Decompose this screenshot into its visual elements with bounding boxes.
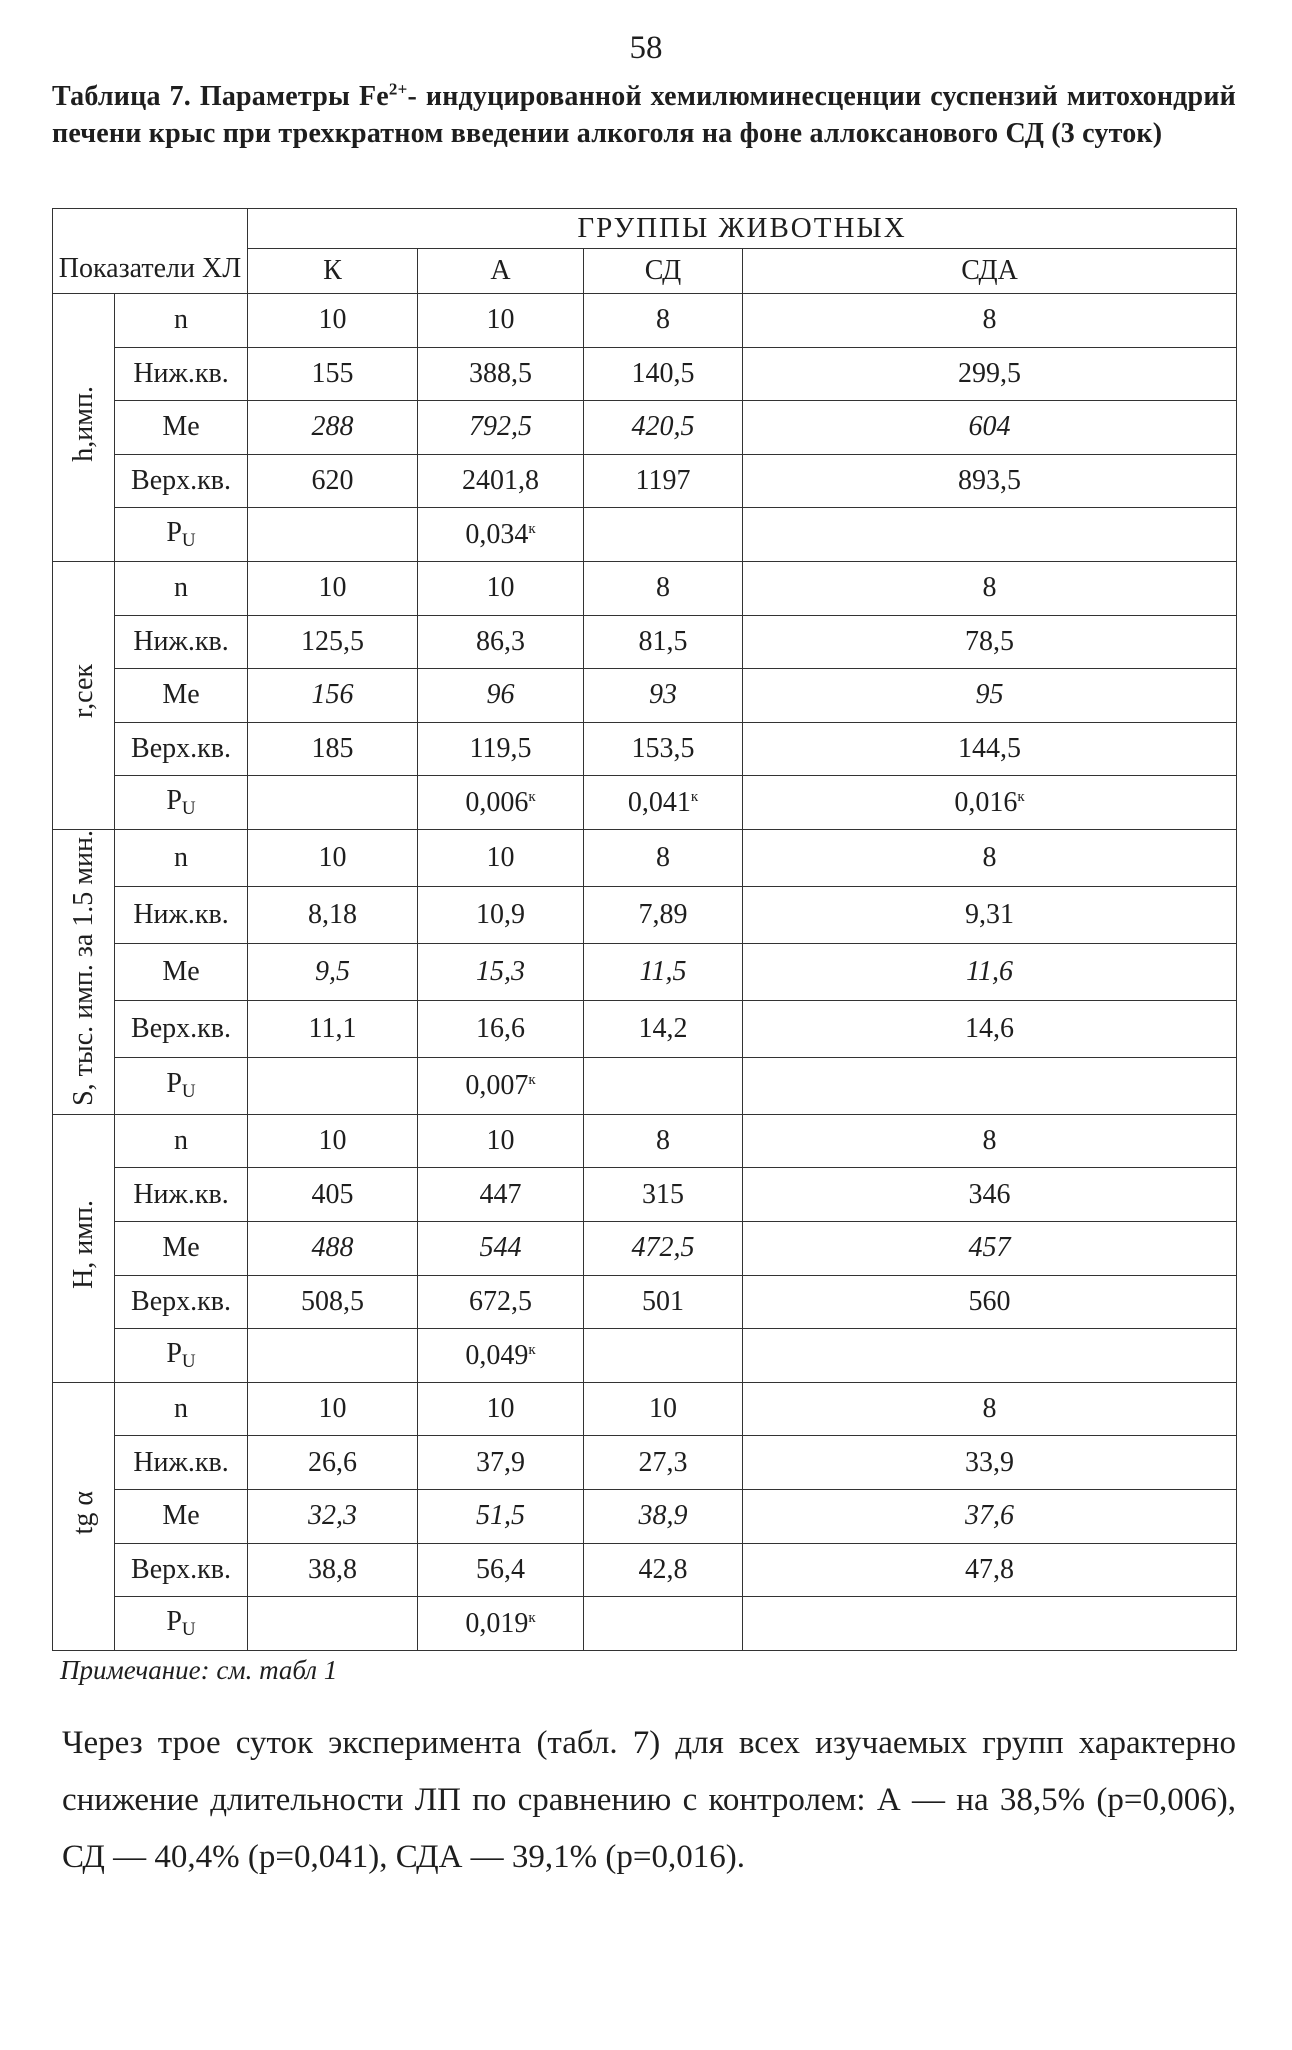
p-value: 0,049 xyxy=(465,1339,529,1371)
p-value: 0,041 xyxy=(627,786,691,818)
table-row xyxy=(53,829,1237,886)
row-label: n xyxy=(115,1114,248,1168)
table-row xyxy=(53,347,1237,401)
p-value: 0,007 xyxy=(465,1069,529,1101)
p-value-cell xyxy=(743,1057,1237,1114)
value-cell: 16,6 xyxy=(418,1000,584,1057)
row-label: Ниж.кв. xyxy=(115,347,248,401)
value-cell: 10 xyxy=(248,294,418,348)
table-row xyxy=(53,722,1237,776)
p-value-cell xyxy=(743,776,1237,830)
results-table xyxy=(52,208,1237,1651)
median-value: 51,5 xyxy=(418,1490,584,1544)
value-cell: 47,8 xyxy=(743,1543,1237,1597)
median-value: 472,5 xyxy=(584,1222,743,1276)
caption-suffix: - индуцированной хемилюминесценции суспензий митохондрий печени крыс при трехкратном введении алкоголя на фоне аллоксанового СД (3 суток) xyxy=(52,81,1236,149)
row-label: Верх.кв. xyxy=(115,1275,248,1329)
parameter-label: S, тыс. имп. за 1.5 мин. xyxy=(67,829,99,1106)
median-value: 604 xyxy=(743,401,1237,455)
table-row xyxy=(53,1382,1237,1436)
row-label: Верх.кв. xyxy=(115,1000,248,1057)
p-significance-mark: к xyxy=(528,520,536,537)
value-cell: 14,2 xyxy=(584,1000,743,1057)
value-cell: 620 xyxy=(248,454,418,508)
row-label: Верх.кв. xyxy=(115,454,248,508)
p-value-cell xyxy=(584,1329,743,1383)
p-value-cell xyxy=(248,776,418,830)
value-cell: 26,6 xyxy=(248,1436,418,1490)
value-cell: 56,4 xyxy=(418,1543,584,1597)
value-cell: 38,8 xyxy=(248,1543,418,1597)
caption-prefix: Таблица 7. Параметры Fe xyxy=(52,81,389,112)
value-cell: 33,9 xyxy=(743,1436,1237,1490)
table-row xyxy=(53,943,1237,1000)
p-significance-mark: к xyxy=(690,788,699,805)
row-label: Верх.кв. xyxy=(115,1543,248,1597)
table-row xyxy=(53,1168,1237,1222)
p-label: P xyxy=(166,785,182,817)
value-cell: 86,3 xyxy=(418,615,584,669)
median-value: 457 xyxy=(743,1222,1237,1276)
table-row xyxy=(53,454,1237,508)
row-label: Ниж.кв. xyxy=(115,1436,248,1490)
table-caption xyxy=(52,78,1236,152)
row-label: n xyxy=(115,829,248,886)
value-cell: 14,6 xyxy=(743,1000,1237,1057)
value-cell: 78,5 xyxy=(743,615,1237,669)
value-cell: 10 xyxy=(418,1114,584,1168)
table-row xyxy=(53,1275,1237,1329)
p-value: 0,006 xyxy=(465,786,529,818)
value-cell: 893,5 xyxy=(743,454,1237,508)
value-cell: 37,9 xyxy=(418,1436,584,1490)
table-row xyxy=(53,1436,1237,1490)
group-header: К xyxy=(248,249,418,294)
p-value-cell xyxy=(418,508,584,562)
value-cell: 9,31 xyxy=(743,886,1237,943)
median-value: 11,5 xyxy=(584,943,743,1000)
row-label xyxy=(115,776,248,830)
p-value: 0,019 xyxy=(465,1607,529,1639)
p-value-cell xyxy=(584,776,743,830)
table-note: Примечание: см. табл 1 xyxy=(60,1655,338,1685)
row-label: Me xyxy=(115,401,248,455)
value-cell: 299,5 xyxy=(743,347,1237,401)
value-cell: 8 xyxy=(584,829,743,886)
p-value-cell xyxy=(743,1597,1237,1651)
header-label: Показатели ХЛ xyxy=(53,209,248,294)
table-body xyxy=(53,294,1237,1651)
p-label-subscript: U xyxy=(181,1351,196,1373)
value-cell: 508,5 xyxy=(248,1275,418,1329)
median-value: 37,6 xyxy=(743,1490,1237,1544)
row-label xyxy=(115,1057,248,1114)
value-cell: 119,5 xyxy=(418,722,584,776)
table-row xyxy=(53,615,1237,669)
value-cell: 11,1 xyxy=(248,1000,418,1057)
value-cell: 10 xyxy=(248,1114,418,1168)
p-value-cell xyxy=(418,1057,584,1114)
value-cell: 2401,8 xyxy=(418,454,584,508)
p-label-subscript: U xyxy=(181,1081,196,1103)
body-paragraph: Через трое суток эксперимента (табл. 7) для всех изучаемых групп характерно снижение длительности ЛП по сравнению с контролем: А — на 38,5% (р=0,006), СД — 40,4% (р=0,041), СДА — 39,1% (р=0,016). xyxy=(62,1725,1236,1875)
value-cell: 155 xyxy=(248,347,418,401)
table-row xyxy=(53,1114,1237,1168)
value-cell: 8 xyxy=(743,294,1237,348)
table-row xyxy=(53,561,1237,615)
row-label: Me xyxy=(115,669,248,723)
parameter-label: h,имп. xyxy=(67,385,99,462)
table-row xyxy=(53,1329,1237,1383)
value-cell: 8 xyxy=(743,1382,1237,1436)
p-label: P xyxy=(166,517,182,549)
median-value: 420,5 xyxy=(584,401,743,455)
value-cell: 447 xyxy=(418,1168,584,1222)
value-cell: 10,9 xyxy=(418,886,584,943)
p-value-cell xyxy=(743,1329,1237,1383)
table-row xyxy=(53,1543,1237,1597)
value-cell: 10 xyxy=(418,829,584,886)
p-value-cell xyxy=(584,1057,743,1114)
value-cell: 8 xyxy=(743,561,1237,615)
row-label: Верх.кв. xyxy=(115,722,248,776)
value-cell: 81,5 xyxy=(584,615,743,669)
row-label: Ниж.кв. xyxy=(115,1168,248,1222)
median-value: 544 xyxy=(418,1222,584,1276)
value-cell: 27,3 xyxy=(584,1436,743,1490)
median-value: 792,5 xyxy=(418,401,584,455)
value-cell: 501 xyxy=(584,1275,743,1329)
table-row xyxy=(53,1222,1237,1276)
p-label: P xyxy=(166,1606,182,1637)
row-label xyxy=(115,1597,248,1651)
table-row xyxy=(53,1000,1237,1057)
row-label: Me xyxy=(115,1222,248,1276)
caption-superscript: 2+ xyxy=(388,79,408,99)
p-label-subscript: U xyxy=(181,798,196,820)
value-cell: 140,5 xyxy=(584,347,743,401)
value-cell: 10 xyxy=(418,1382,584,1436)
row-label: Me xyxy=(115,943,248,1000)
value-cell: 10 xyxy=(248,561,418,615)
median-value: 15,3 xyxy=(418,943,584,1000)
p-label-subscript: U xyxy=(181,530,196,552)
value-cell: 125,5 xyxy=(248,615,418,669)
row-label: Me xyxy=(115,1490,248,1544)
groups-title: ГРУППЫ ЖИВОТНЫХ xyxy=(248,209,1237,249)
p-value-cell xyxy=(418,1329,584,1383)
p-value: 0,034 xyxy=(465,518,529,550)
p-label-subscript: U xyxy=(181,1619,196,1640)
p-value-cell xyxy=(248,1597,418,1651)
p-value-cell xyxy=(248,1329,418,1383)
median-value: 156 xyxy=(248,669,418,723)
p-label: P xyxy=(166,1338,182,1370)
group-header: СД xyxy=(584,249,743,294)
value-cell: 346 xyxy=(743,1168,1237,1222)
value-cell: 8,18 xyxy=(248,886,418,943)
p-significance-mark: к xyxy=(528,1071,536,1088)
table-row xyxy=(53,1597,1237,1651)
value-cell: 10 xyxy=(418,294,584,348)
p-significance-mark: к xyxy=(1017,788,1025,805)
median-value: 11,6 xyxy=(743,943,1237,1000)
p-value-cell xyxy=(418,1597,584,1651)
value-cell: 8 xyxy=(743,829,1237,886)
median-value: 288 xyxy=(248,401,418,455)
p-value-cell xyxy=(743,508,1237,562)
p-significance-mark: к xyxy=(528,1609,536,1626)
value-cell: 8 xyxy=(584,1114,743,1168)
table-row xyxy=(53,294,1237,348)
row-label: Ниж.кв. xyxy=(115,615,248,669)
table-row xyxy=(53,886,1237,943)
value-cell: 153,5 xyxy=(584,722,743,776)
median-value: 488 xyxy=(248,1222,418,1276)
p-significance-mark: к xyxy=(528,1341,536,1358)
table-row xyxy=(53,669,1237,723)
p-significance-mark: к xyxy=(528,788,536,805)
table-row xyxy=(53,1057,1237,1114)
row-label: n xyxy=(115,294,248,348)
p-label: P xyxy=(166,1068,182,1100)
p-value-cell xyxy=(418,776,584,830)
median-value: 95 xyxy=(743,669,1237,723)
median-value: 96 xyxy=(418,669,584,723)
median-value: 38,9 xyxy=(584,1490,743,1544)
group-header: СДА xyxy=(743,249,1237,294)
p-value: 0,016 xyxy=(954,786,1018,818)
row-label: n xyxy=(115,1382,248,1436)
p-value-cell xyxy=(584,1597,743,1651)
row-label xyxy=(115,508,248,562)
table-row xyxy=(53,508,1237,562)
table-row xyxy=(53,776,1237,830)
value-cell: 388,5 xyxy=(418,347,584,401)
value-cell: 10 xyxy=(248,1382,418,1436)
table-row xyxy=(53,1490,1237,1544)
value-cell: 8 xyxy=(743,1114,1237,1168)
table-row xyxy=(53,401,1237,455)
value-cell: 1197 xyxy=(584,454,743,508)
value-cell: 8 xyxy=(584,561,743,615)
value-cell: 10 xyxy=(418,561,584,615)
value-cell: 7,89 xyxy=(584,886,743,943)
value-cell: 405 xyxy=(248,1168,418,1222)
row-label: n xyxy=(115,561,248,615)
p-value-cell xyxy=(584,508,743,562)
row-label xyxy=(115,1329,248,1383)
value-cell: 560 xyxy=(743,1275,1237,1329)
p-value-cell xyxy=(248,1057,418,1114)
page-number: 58 xyxy=(629,30,663,66)
value-cell: 8 xyxy=(584,294,743,348)
value-cell: 42,8 xyxy=(584,1543,743,1597)
value-cell: 672,5 xyxy=(418,1275,584,1329)
value-cell: 144,5 xyxy=(743,722,1237,776)
group-header: А xyxy=(418,249,584,294)
parameter-label: H, имп. xyxy=(67,1199,99,1289)
value-cell: 10 xyxy=(248,829,418,886)
p-value-cell xyxy=(248,508,418,562)
median-value: 9,5 xyxy=(248,943,418,1000)
value-cell: 315 xyxy=(584,1168,743,1222)
median-value: 32,3 xyxy=(248,1490,418,1544)
value-cell: 185 xyxy=(248,722,418,776)
value-cell: 10 xyxy=(584,1382,743,1436)
row-label: Ниж.кв. xyxy=(115,886,248,943)
median-value: 93 xyxy=(584,669,743,723)
parameter-label: r,сек xyxy=(67,664,99,719)
parameter-label: tg α xyxy=(67,1490,99,1535)
